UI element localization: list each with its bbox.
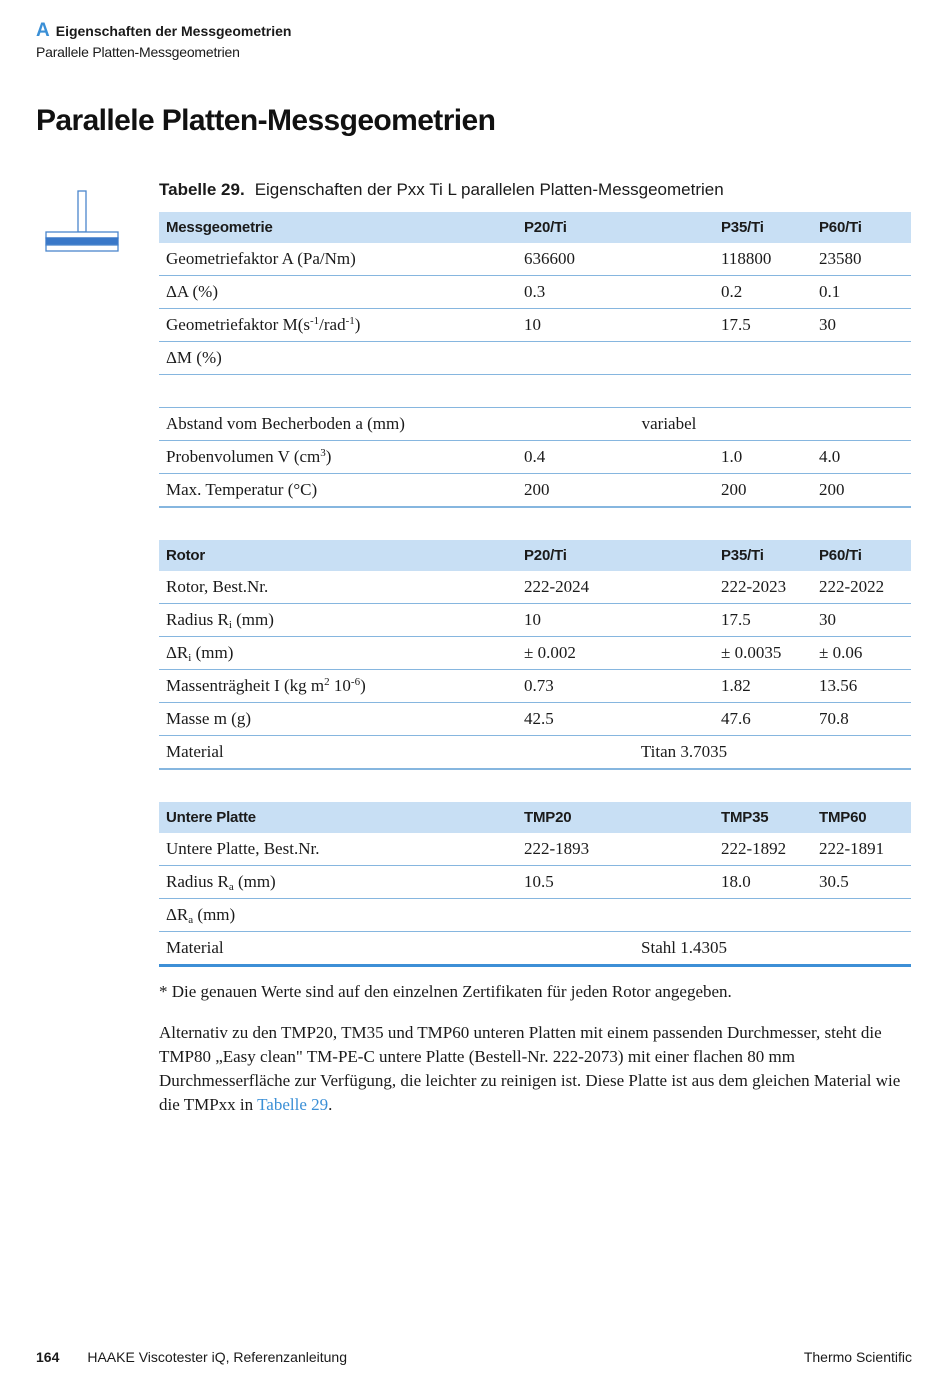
parallel-plate-geometry-icon bbox=[45, 190, 119, 252]
table-row bbox=[159, 243, 911, 276]
table-cell bbox=[812, 899, 911, 932]
row-label: Abstand vom Becherboden a (mm) bbox=[159, 408, 517, 441]
table-row bbox=[159, 474, 911, 508]
table-cell: 30 bbox=[812, 604, 911, 637]
table-cell: ± 0.0035 bbox=[714, 637, 812, 670]
row-label: $\Delta R_i$ (mm) bbox=[159, 637, 517, 670]
table-cell: 18.0 bbox=[714, 866, 812, 899]
table-cell: 42.5 bbox=[517, 703, 714, 736]
row-label: Rotor, Best.Nr. bbox=[159, 571, 517, 604]
table-footnote: * Die genauen Werte sind auf den einzelnen Zertifikaten für jeden Rotor angegeben. bbox=[159, 982, 732, 1001]
table-cell: 17.5 bbox=[714, 309, 812, 342]
column-header: TMP60 bbox=[812, 802, 911, 833]
table-cell: 200 bbox=[714, 474, 812, 508]
table-header-row bbox=[159, 212, 911, 243]
column-header: TMP20 bbox=[517, 802, 714, 833]
table-cell: 10.5 bbox=[517, 866, 714, 899]
column-header: Rotor bbox=[159, 540, 517, 571]
table-cell: 0.1 bbox=[812, 276, 911, 309]
section-spacer bbox=[159, 375, 911, 408]
table-cell: 13.56 bbox=[812, 670, 911, 703]
row-label: Probenvolumen V $(cm^3)$ bbox=[159, 441, 517, 474]
table-cell: 222-2022 bbox=[812, 571, 911, 604]
column-header: P60/Ti bbox=[812, 540, 911, 571]
section-spacer bbox=[159, 769, 911, 802]
row-label: Untere Platte, Best.Nr. bbox=[159, 833, 517, 866]
table-row bbox=[159, 736, 911, 770]
row-label: Geometriefaktor A (Pa/Nm) bbox=[159, 243, 517, 276]
table-cell: 0.2 bbox=[714, 276, 812, 309]
row-label: $\Delta R_a$ (mm) bbox=[159, 899, 517, 932]
table-row bbox=[159, 932, 911, 966]
row-label: ΔM (%) bbox=[159, 342, 517, 375]
chapter-title: Eigenschaften der Messgeometrien bbox=[55, 23, 292, 39]
column-header: Messgeometrie bbox=[159, 212, 517, 243]
table-cell: 30.5 bbox=[812, 866, 911, 899]
table-cell: 4.0 bbox=[812, 441, 911, 474]
table-cell: 118800 bbox=[714, 243, 812, 276]
table-cell: 1.0 bbox=[714, 441, 812, 474]
table-cell-span: variabel bbox=[517, 408, 911, 441]
row-label: Radius $R_i$ (mm) bbox=[159, 604, 517, 637]
table-row bbox=[159, 604, 911, 637]
table-cell-span: Stahl 1.4305 bbox=[517, 932, 911, 966]
table-caption bbox=[159, 180, 724, 200]
table-cell-span: Titan 3.7035 bbox=[517, 736, 911, 770]
row-label: Material bbox=[159, 736, 517, 770]
table-cell: 70.8 bbox=[812, 703, 911, 736]
table-row bbox=[159, 441, 911, 474]
table-cell: 200 bbox=[812, 474, 911, 508]
table-cell: ± 0.06 bbox=[812, 637, 911, 670]
table-row bbox=[159, 571, 911, 604]
row-label: ΔA (%) bbox=[159, 276, 517, 309]
table-cell bbox=[517, 342, 714, 375]
column-header: TMP35 bbox=[714, 802, 812, 833]
table-header-row bbox=[159, 540, 911, 571]
table-row bbox=[159, 276, 911, 309]
table-row bbox=[159, 703, 911, 736]
table-cell: ± 0.002 bbox=[517, 637, 714, 670]
column-header: Untere Platte bbox=[159, 802, 517, 833]
row-label: Material bbox=[159, 932, 517, 966]
section-spacer bbox=[159, 507, 911, 540]
document-title: HAAKE Viscotester iQ, Referenzanleitung bbox=[87, 1349, 348, 1365]
table-cell bbox=[812, 342, 911, 375]
running-header bbox=[36, 20, 291, 60]
table-header-row bbox=[159, 802, 911, 833]
header-chapter-line bbox=[36, 20, 291, 42]
row-label: Max. Temperatur (°C) bbox=[159, 474, 517, 508]
column-header: P20/Ti bbox=[517, 540, 714, 571]
table-cell: 10 bbox=[517, 604, 714, 637]
table-cell: 222-1893 bbox=[517, 833, 714, 866]
table-cell bbox=[714, 899, 812, 932]
table-cell: 200 bbox=[517, 474, 714, 508]
table-row bbox=[159, 637, 911, 670]
table-cell bbox=[714, 342, 812, 375]
table-cell: 0.3 bbox=[517, 276, 714, 309]
table-cell: 1.82 bbox=[714, 670, 812, 703]
table-cell: 222-1892 bbox=[714, 833, 812, 866]
table-cell: 222-2023 bbox=[714, 571, 812, 604]
table-cell: 30 bbox=[812, 309, 911, 342]
column-header: P35/Ti bbox=[714, 212, 812, 243]
row-label: Masse m (g) bbox=[159, 703, 517, 736]
table-cell: 0.4 bbox=[517, 441, 714, 474]
column-header: P60/Ti bbox=[812, 212, 911, 243]
table-cell: 0.73 bbox=[517, 670, 714, 703]
table-row bbox=[159, 833, 911, 866]
table-reference-link[interactable]: Tabelle 29 bbox=[257, 1095, 329, 1114]
table-row bbox=[159, 408, 911, 441]
row-label: Massenträgheit I (kg $m^2$ $10^{-6}$) bbox=[159, 670, 517, 703]
paragraph-text: Alternativ zu den TMP20, TM35 und TMP60 unteren Platten mit einem passenden Durchmesser, steht die TMP80 „Easy clean" TM-PE-C untere Platte (Bestell-Nr. 222-2073) mit einer flachen 80 mm Durchmesserfläche zur Verfügung, die leichter zu reinigen ist. Diese Platte ist aus dem gleichen Material wie die TMPxx in bbox=[159, 1023, 901, 1114]
table-caption-text: Eigenschaften der Pxx Ti L parallelen Platten-Messgeometrien bbox=[254, 180, 724, 199]
table-caption-label: Tabelle 29. bbox=[159, 180, 245, 199]
table-row bbox=[159, 309, 911, 342]
paragraph-text-end: . bbox=[328, 1095, 333, 1114]
table-row bbox=[159, 342, 911, 375]
table-cell: 222-1891 bbox=[812, 833, 911, 866]
column-header: P35/Ti bbox=[714, 540, 812, 571]
row-label: Geometriefaktor $M(s^{-1}/rad^{-1})$ bbox=[159, 309, 517, 342]
geometry-properties-table bbox=[159, 212, 911, 967]
table-cell bbox=[517, 899, 714, 932]
page-footer bbox=[36, 1349, 912, 1365]
footer-left bbox=[36, 1349, 347, 1365]
appendix-letter: A bbox=[36, 20, 50, 41]
table-cell: 10 bbox=[517, 309, 714, 342]
table-row bbox=[159, 899, 911, 932]
page-number: 164 bbox=[36, 1349, 60, 1365]
table-cell: 636600 bbox=[517, 243, 714, 276]
section-subtitle: Parallele Platten-Messgeometrien bbox=[36, 44, 240, 60]
page-title: Parallele Platten-Messgeometrien bbox=[36, 104, 496, 137]
table-cell: 23580 bbox=[812, 243, 911, 276]
column-header: P20/Ti bbox=[517, 212, 714, 243]
table-row bbox=[159, 670, 911, 703]
body-paragraph bbox=[159, 1021, 919, 1117]
table-cell: 222-2024 bbox=[517, 571, 714, 604]
table-row bbox=[159, 866, 911, 899]
row-label: Radius $R_a$ (mm) bbox=[159, 866, 517, 899]
table-cell: 47.6 bbox=[714, 703, 812, 736]
footer-brand: Thermo Scientific bbox=[803, 1349, 912, 1365]
table-cell: 17.5 bbox=[714, 604, 812, 637]
